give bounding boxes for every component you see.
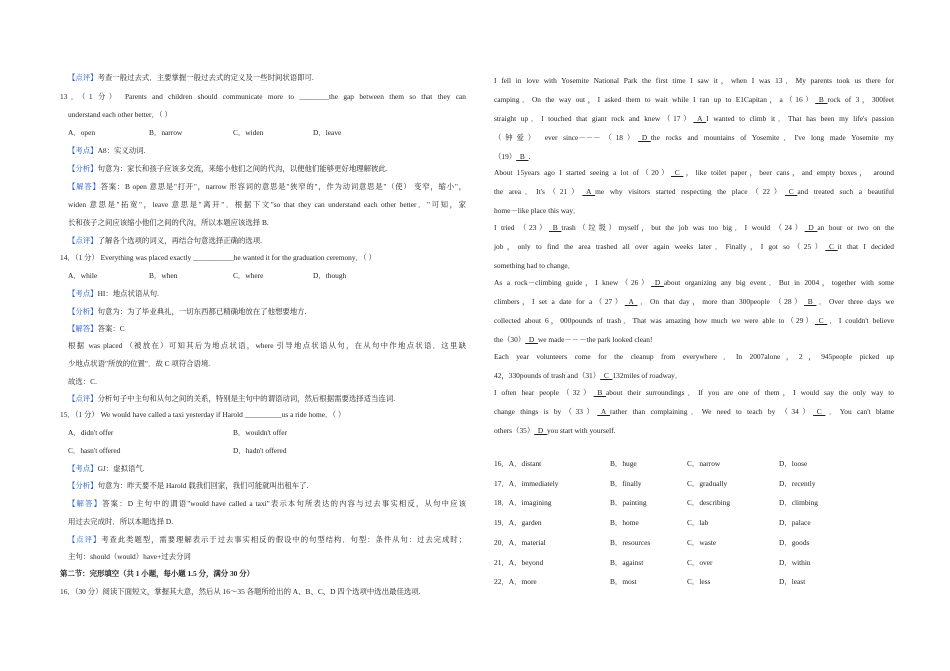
cloze-option-22-d: D．least [779, 577, 806, 586]
passage-p2-line-2 [494, 187, 894, 197]
passage-p6-line-3 [494, 426, 616, 436]
passage-text: As a rock－climbing guide，I knew（26） [494, 278, 652, 287]
passage-text: 132miles of roadway． [612, 371, 683, 380]
cloze-option-17-a: 17．A．immediately [494, 479, 559, 488]
passage-text: ，like toilet paper，beer cans，and empty boxes， around [683, 168, 894, 177]
passage-text: change things is by（33） [494, 407, 598, 416]
cloze-option-18-b: B．painting [610, 498, 647, 507]
cloze-option-18-c: C．describing [687, 498, 731, 507]
cloze-option-19-d: D．palace [779, 518, 811, 527]
cloze-option-16-a: 16．A．distant [494, 459, 542, 468]
passage-text: 42，330pounds of trash and（31） [494, 371, 601, 380]
passage-text: （19） [494, 152, 517, 161]
cloze-option-20-c: C．waste [687, 538, 717, 547]
q14-fenxi: 【分析】句意为：为了毕业典礼，一切东西都已精确地放在了他想要地方. [68, 307, 307, 316]
passage-text: rather than complaining．We need to teach by （34） [609, 407, 814, 416]
answer-blank: C [671, 168, 684, 177]
answer-blank: D [651, 278, 664, 287]
answer-blank: D [804, 223, 818, 232]
passage-text: an hour or two on the [817, 223, 894, 232]
answer-blank: A [624, 297, 638, 306]
passage-text: others（35） [494, 426, 535, 435]
passage-text: I fell in love with Yosemite National Park the first time I saw it，when I was 13．My parents took us there for [494, 76, 894, 85]
passage-p3-line-2 [494, 242, 894, 252]
passage-p3-line-1 [494, 223, 894, 233]
q13-option-c: C．widen [233, 128, 264, 137]
cloze-option-22-b: B．most [610, 577, 637, 586]
q14-explanation-line3: 故选：C. [68, 377, 97, 386]
passage-text: about their surroundings．If you are one of them，I would say the only way to [605, 388, 895, 397]
passage-text: about organizing any big event．But in 2004，together with some [663, 278, 894, 287]
q16-instructions: 16．（30 分）阅读下面短文，掌握其大意，然后从 16～35 各题所给出的 A、B、C、D 四个选项中选出最佳选项. [60, 587, 421, 596]
passage-p4-line-2 [494, 297, 894, 307]
cloze-option-20-d: D．goods [779, 538, 810, 547]
passage-text: trash（垃圾）myself，but the job was too big．I would （24） [561, 223, 805, 232]
passage-text: About 15years ago I started seeing a lot of（20） [494, 168, 671, 177]
answer-blank: B [516, 152, 529, 161]
q13-kaodian: 【考点】A8：实义动词. [68, 146, 146, 155]
cloze-option-20-a: 20．A．material [494, 538, 546, 547]
q13-stem-line2: understand each other better．（ ） [68, 110, 172, 119]
cloze-option-20-b: B．resources [610, 538, 651, 547]
answer-blank: B [815, 95, 828, 104]
q13-stem-line1: 13．（1 分） Parents and children should communicate more to ________the gap between them so that they can [60, 92, 466, 101]
q13-jieda-line1: 【解答】答案：B open 意思是"打开"，narrow 形容词的意思是"狭窄的"，作为动词意思是"（使） 变窄，缩小"， [68, 182, 466, 191]
passage-text: me why visitors started respecting the place（22） [595, 187, 786, 196]
passage-p1-line-1 [494, 76, 894, 86]
cloze-option-18-d: D．climbing [779, 498, 819, 507]
answer-blank: C [600, 371, 613, 380]
cloze-option-16-c: C．narrow [687, 459, 721, 468]
answer-blank: B [593, 388, 606, 397]
passage-p4-line-1 [494, 278, 894, 288]
q15-jieda-line2: 用过去完成时．所以本题选择 D. [68, 517, 174, 526]
passage-text: . [528, 152, 531, 161]
cloze-option-18-a: 18．A．imagining [494, 498, 552, 507]
cloze-option-21-c: C．over [687, 558, 713, 567]
passage-text: straight up．I touched that giant rock and knew（17） [494, 114, 694, 123]
q15-option-c: C．hasn't offered [68, 446, 121, 455]
passage-text: rock of 3，300feet [827, 95, 895, 104]
q15-jieda-line1: 【解答】答案：D 主句中的谓语"would have called a taxi"表示本句所表达的内容与过去事实相反，从句中应该 [68, 499, 466, 508]
passage-text: job，only to find the area trashed all over again weeks later．Finally，I got so（25） [494, 242, 826, 251]
passage-text: the area．It's（21） [494, 187, 583, 196]
q15-option-b: B．wouldn't offer [233, 428, 287, 437]
answer-blank: C [813, 407, 826, 416]
passage-text: I tried （23） [494, 223, 550, 232]
passage-text: I often hear people（32） [494, 388, 594, 397]
q15-dianping-line1: 【点评】考查此类题型，需要理解表示于过去事实相反的假设中的句型结构．句型：条件从句：过去完成时； [68, 535, 466, 544]
passage-text: something had to change． [494, 261, 576, 270]
passage-p1-line-5 [494, 152, 530, 162]
answer-blank: A [693, 114, 707, 123]
answer-blank: D [638, 133, 651, 142]
passage-p2-line-3 [494, 206, 580, 216]
section-heading: 第二节：完形填空（共 1 小题，每小题 1.5 分，满分 30 分） [60, 569, 255, 578]
q15-dianping-line2: 主句：should（would）have+过去分词 [68, 552, 191, 561]
cloze-option-21-d: D．within [779, 558, 811, 567]
answer-blank: D [534, 426, 547, 435]
q14-option-b: B．when [149, 271, 178, 280]
q14-stem: 14．（1 分） Everything was placed exactly ___________he wanted it for the graduation ceremony．（ ） [60, 253, 376, 262]
answer-blank: B [549, 223, 562, 232]
passage-text: ．Over three days we [816, 297, 894, 306]
passage-p6-line-1 [494, 388, 894, 398]
passage-text: and treated such a beautiful [797, 187, 895, 196]
passage-text: the rocks and mountains of Yosemite．I've long made Yosemite my [650, 133, 894, 142]
passage-text: I wanted to climb it．That has been my life's passion [706, 114, 894, 123]
cloze-option-22-a: 22．A．more [494, 577, 537, 586]
q14-explanation-line1: 根据 was placed （被放在）可知其后为地点状语，where 引导地点状语从句，在从句中作地点状语．这里缺 [68, 341, 466, 350]
passage-p4-line-3 [494, 316, 894, 326]
cloze-option-17-b: B．finally [610, 479, 642, 488]
passage-text: Each year volunteers come for the cleanup from everywhere．In 2007alone，2，945people picked up [494, 352, 894, 361]
passage-text: ．You can't blame [825, 407, 894, 416]
passage-text: （钟爱） ever since－－－（18） [494, 133, 639, 142]
cloze-option-17-d: D．recently [779, 479, 816, 488]
passage-text: ．I couldn't believe [827, 316, 894, 325]
q13-jieda-line3: 长和孩子之间应该缩小他们之间的代沟，所以本题应该选择 B. [68, 218, 269, 227]
cloze-option-21-a: 21．A．beyond [494, 558, 544, 567]
passage-text: we made－－－the park looked clean! [537, 335, 653, 344]
passage-p5-line-1 [494, 352, 894, 362]
passage-text: the（30） [494, 335, 526, 344]
passage-text: you start with yourself. [546, 426, 616, 435]
passage-p4-line-4 [494, 335, 652, 345]
passage-text: it that I decided [837, 242, 894, 251]
passage-p1-line-4 [494, 133, 894, 143]
passage-p3-line-3 [494, 261, 575, 271]
q14-dianping: 【点评】分析句子中主句和从句之间的关系，特别是主句中的谓语动词，然后根据需要选择适当连词. [68, 394, 396, 403]
q14-kaodian: 【考点】HI：地点状语从句. [68, 289, 159, 298]
cloze-option-19-b: B．home [610, 518, 639, 527]
cloze-option-22-c: C．less [687, 577, 711, 586]
cloze-option-16-b: B．huge [610, 459, 637, 468]
q13-option-a: A．open [68, 128, 96, 137]
answer-blank: C [785, 187, 798, 196]
passage-p1-line-3 [494, 114, 894, 124]
passage-p2-line-1 [494, 168, 894, 178]
intro-comment: 【点评】考查一般过去式．主要掌握一般过去式的定义及一些时间状语即可. [68, 73, 314, 82]
cloze-option-19-c: C．lab [687, 518, 709, 527]
q15-kaodian: 【考点】GJ：虚拟语气. [68, 464, 145, 473]
answer-blank: C [814, 316, 828, 325]
answer-blank: B [804, 297, 817, 306]
cloze-option-16-d: D．loose [779, 459, 808, 468]
cloze-option-17-c: C．gradually [687, 479, 728, 488]
passage-text: collected about 6，000pounds of trash．That was amazing how much we were able to（29） [494, 316, 815, 325]
q15-fenxi: 【分析】句意为：昨天要不是 Harold 载我们回家，我们可能就叫出租车了. [68, 481, 309, 490]
q14-jieda: 【解答】答案：C [68, 324, 125, 333]
passage-p1-line-2 [494, 95, 894, 105]
q14-explanation-line2: 少地点状语"所放的位置"．故 C 项符合语境. [68, 359, 211, 368]
answer-blank: A [597, 407, 610, 416]
q14-option-a: A．while [68, 271, 98, 280]
q13-fenxi: 【分析】句意为：家长和孩子应该多交流，来缩小他们之间的代沟，以便他们能够更好地理解彼此. [68, 164, 388, 173]
q13-option-b: B．narrow [149, 128, 183, 137]
passage-text: climbers，I set a date for a（27） [494, 297, 625, 306]
cloze-option-21-b: B．against [610, 558, 644, 567]
q13-jieda-line2: widen 意思是"拓宽"，leave 意思是"离开"．根据下文"so that they can understand each other better．"可知，家 [68, 200, 466, 209]
q14-option-c: C．where [233, 271, 264, 280]
q13-dianping: 【点评】了解各个选项的词义，再结合句意选择正确的选项. [68, 236, 263, 245]
q15-stem: 15．（1 分） We would have called a taxi yesterday if Harold __________us a ride home．（ ） [60, 410, 346, 419]
q15-option-d: D．hadn't offered [233, 446, 287, 455]
answer-blank: A [582, 187, 596, 196]
passage-p5-line-2 [494, 371, 682, 381]
answer-blank: C [825, 242, 838, 251]
answer-blank: D [525, 335, 538, 344]
passage-p6-line-2 [494, 407, 894, 417]
cloze-option-19-a: 19．A．garden [494, 518, 542, 527]
passage-text: ．On that day，more than 300people （28） [637, 297, 805, 306]
passage-text: camping．On the way out，I asked them to wait while I ran up to E1Capitan，a（16） [494, 95, 816, 104]
passage-text: home－like place this way． [494, 206, 581, 215]
q15-option-a: A．didn't offer [68, 428, 114, 437]
q13-option-d: D．leave [313, 128, 342, 137]
q14-option-d: D．though [313, 271, 347, 280]
